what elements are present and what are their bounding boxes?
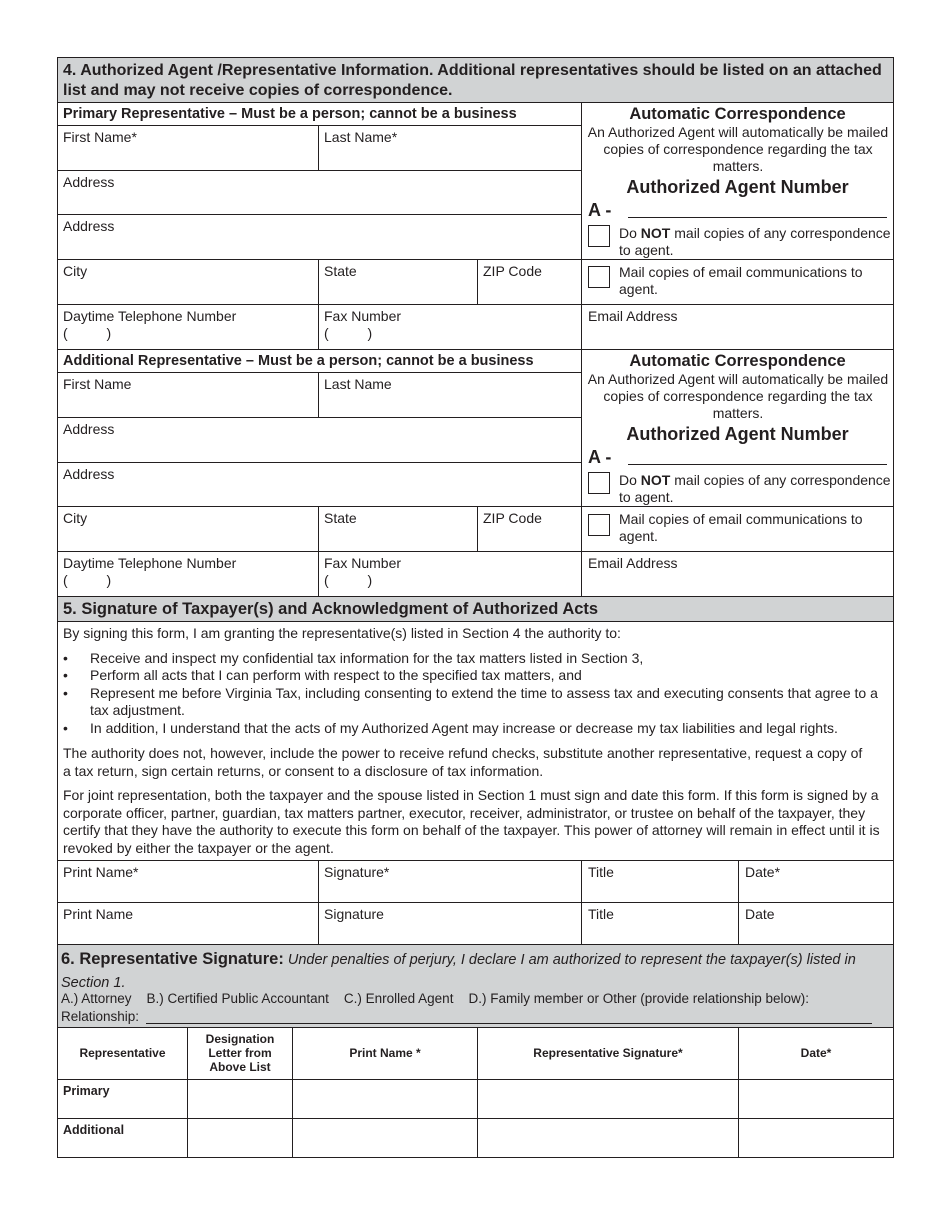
spouse-signature-field[interactable]: Signature: [324, 906, 384, 922]
spouse-print-name-field[interactable]: Print Name: [63, 906, 134, 922]
primary-agent-number-title: Authorized Agent Number: [626, 177, 849, 197]
additional-fax-paren: ( ): [324, 572, 373, 588]
primary-agent-number-line[interactable]: [628, 217, 887, 218]
additional-state-field[interactable]: State: [324, 510, 357, 526]
table-header-date: Date*: [800, 1046, 832, 1060]
additional-first-name-field[interactable]: First Name: [63, 376, 132, 392]
relationship-input-line[interactable]: [146, 1023, 872, 1024]
additional-email-checkbox[interactable]: [588, 514, 610, 536]
section5-intro: By signing this form, I am granting the representative(s) listed in Section 4 the authority to:: [63, 625, 621, 641]
primary-rep-heading: Primary Representative – Must be a person; cannot be a business: [63, 106, 517, 122]
primary-agent-prefix: A -: [588, 200, 612, 220]
table-header-print-name: Print Name *: [349, 1046, 421, 1060]
additional-address2-field[interactable]: Address: [63, 466, 115, 482]
bullet-item: Perform all acts that I can perform with respect to the specified tax matters, and: [90, 667, 582, 683]
table-header-representative: Representative: [79, 1046, 166, 1060]
additional-address1-field[interactable]: Address: [63, 421, 115, 437]
primary-city-field[interactable]: City: [63, 263, 88, 279]
taxpayer-signature-field[interactable]: Signature*: [324, 864, 390, 880]
additional-agent-number-title: Authorized Agent Number: [626, 424, 849, 444]
bullet-item: In addition, I understand that the acts of my Authorized Agent may increase or decrease my tax liabilities and legal rights.: [90, 720, 838, 736]
additional-not-mail-checkbox[interactable]: [588, 472, 610, 494]
primary-fax-field[interactable]: Fax Number: [324, 308, 402, 324]
primary-not-mail-checkbox[interactable]: [588, 225, 610, 247]
primary-not-mail-label: Do NOT mail copies of any correspondence to agent.: [619, 225, 891, 258]
additional-zip-field[interactable]: ZIP Code: [483, 510, 542, 526]
primary-address2-field[interactable]: Address: [63, 218, 115, 234]
section6-designations: A.) Attorney B.) Certified Public Accountant C.) Enrolled Agent D.) Family member or Other (provide relationship below):: [61, 991, 810, 1006]
primary-first-name-field[interactable]: First Name*: [63, 129, 137, 145]
table-row-primary: Primary: [63, 1084, 110, 1098]
primary-address1-field[interactable]: Address: [63, 174, 115, 190]
bullet-mark: •: [63, 667, 68, 683]
taxpayer-print-name-field[interactable]: Print Name*: [63, 864, 139, 880]
table-row-additional: Additional: [63, 1123, 125, 1137]
additional-not-mail-label: Do NOT mail copies of any correspondence to agent.: [619, 472, 891, 505]
additional-auto-corr-title: Automatic Correspondence: [629, 352, 846, 370]
bullet-mark: •: [63, 650, 68, 666]
spouse-date-field[interactable]: Date: [745, 906, 775, 922]
bullet-mark: •: [63, 685, 68, 701]
primary-auto-corr-title: Automatic Correspondence: [629, 105, 846, 123]
table-header-designation: Designation Letter from Above List: [205, 1032, 275, 1074]
bullet-item: Receive and inspect my confidential tax information for the tax matters listed in Section 3,: [90, 650, 644, 666]
primary-phone-field[interactable]: Daytime Telephone Number: [63, 308, 237, 324]
additional-phone-paren: ( ): [63, 572, 112, 588]
additional-agent-number-line[interactable]: [628, 464, 887, 465]
additional-email-label: Mail copies of email communications to agent.: [619, 511, 863, 544]
primary-auto-corr-text: An Authorized Agent will automatically be mailed copies of correspondence regarding the tax matters.: [587, 124, 889, 174]
primary-email-label: Mail copies of email communications to agent.: [619, 264, 863, 297]
primary-state-field[interactable]: State: [324, 263, 357, 279]
primary-email-checkbox[interactable]: [588, 266, 610, 288]
section5-para-joint: For joint representation, both the taxpayer and the spouse listed in Section 1 must sign and date this form. If this form is signed by a corporate officer, partner, guardian, tax matters partner, executor, receiver, administrator, or trustee on behalf of the taxpayer, they certify that they have the authority to execute this form on behalf of the taxpayer. This power of attorney will remain in effect until it is revoked by either the taxpayer or the agent.: [63, 787, 880, 856]
primary-last-name-field[interactable]: Last Name*: [324, 129, 398, 145]
primary-fax-paren: ( ): [324, 325, 373, 341]
bullet-mark: •: [63, 720, 68, 736]
section5-title: 5. Signature of Taxpayer(s) and Acknowledgment of Authorized Acts: [63, 600, 599, 618]
primary-phone-paren: ( ): [63, 325, 112, 341]
additional-city-field[interactable]: City: [63, 510, 88, 526]
additional-rep-heading: Additional Representative – Must be a person; cannot be a business: [63, 353, 534, 369]
section4-title: 4. Authorized Agent /Representative Information. Additional representatives should be listed on an attached list and may not receive copies of correspondence.: [63, 62, 882, 99]
bullet-item: Represent me before Virginia Tax, including consenting to extend the time to assess tax and executing consents that agree to a tax adjustment.: [90, 685, 878, 718]
primary-email-field[interactable]: Email Address: [588, 308, 678, 324]
primary-zip-field[interactable]: ZIP Code: [483, 263, 542, 279]
additional-email-field[interactable]: Email Address: [588, 555, 678, 571]
section6-title: 6. Representative Signature: Under penalties of perjury, I declare I am authorized to represent the taxpayer(s) listed in Section 1.: [61, 950, 856, 991]
additional-agent-prefix: A -: [588, 447, 612, 467]
section5-para-authority: The authority does not, however, include the power to receive refund checks, substitute another representative, request a copy of a tax return, sign certain returns, or consent to a disclosure of tax information.: [63, 745, 863, 779]
spouse-title-field[interactable]: Title: [588, 906, 614, 922]
taxpayer-date-field[interactable]: Date*: [745, 864, 781, 880]
additional-last-name-field[interactable]: Last Name: [324, 376, 392, 392]
additional-fax-field[interactable]: Fax Number: [324, 555, 402, 571]
taxpayer-title-field[interactable]: Title: [588, 864, 614, 880]
additional-phone-field[interactable]: Daytime Telephone Number: [63, 555, 237, 571]
table-header-rep-signature: Representative Signature*: [533, 1046, 683, 1060]
additional-auto-corr-text: An Authorized Agent will automatically be mailed copies of correspondence regarding the tax matters.: [587, 371, 889, 421]
relationship-label: Relationship:: [61, 1009, 140, 1024]
